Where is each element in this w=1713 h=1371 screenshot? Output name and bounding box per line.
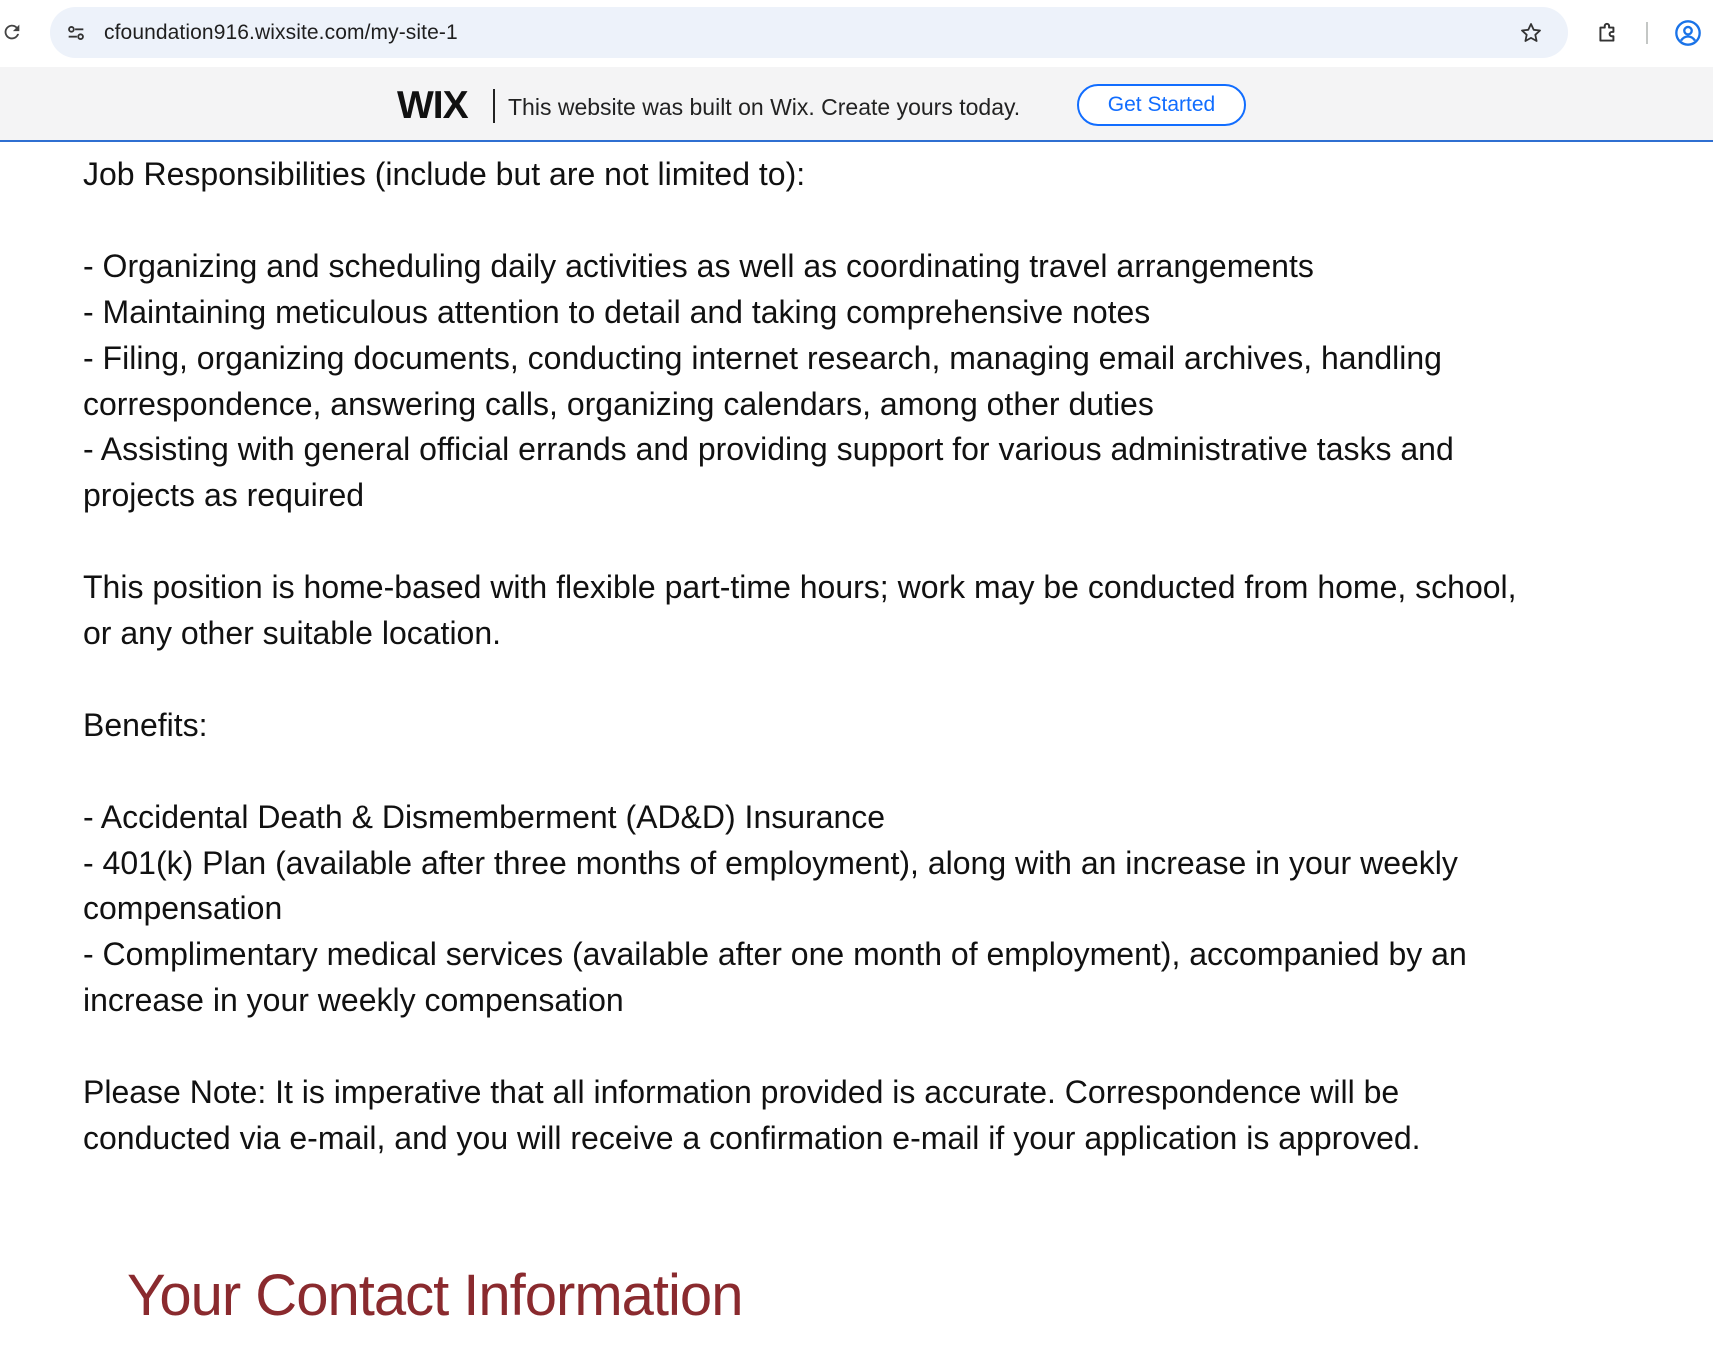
list-item: - Complimentary medical services (available after one month of employment), accompanied by an increase in your weekly compensation [83, 936, 1467, 1019]
position-note: This position is home-based with flexible part-time hours; work may be conducted from home, school, or any other suitable location. [83, 569, 1517, 652]
banner-divider [493, 89, 495, 123]
browser-toolbar [0, 0, 1713, 67]
responsibilities-heading: Job Responsibilities (include but are not limited to): [83, 156, 806, 192]
reload-icon[interactable] [0, 20, 24, 44]
tune-icon[interactable] [60, 17, 92, 49]
wix-logo[interactable]: WIX [397, 84, 468, 127]
wix-banner [0, 67, 1713, 142]
please-note: Please Note: It is imperative that all information provided is accurate. Correspondence will be conducted via e-mail, and you will receive a confirmation e-mail if your application is approved. [83, 1074, 1421, 1156]
page-content [83, 152, 1523, 1162]
list-item: - 401(k) Plan (available after three months of employment), along with an increase in your weekly compensation [83, 844, 1458, 927]
banner-text: This website was built on Wix. Create yours today. [508, 94, 1021, 120]
list-item: - Organizing and scheduling daily activities as well as coordinating travel arrangements [83, 247, 1314, 284]
toolbar-divider [1646, 22, 1648, 44]
list-item: - Maintaining meticulous attention to detail and taking comprehensive notes [83, 293, 1151, 330]
list-item: - Assisting with general official errands and providing support for various administrative tasks and projects as required [83, 431, 1454, 514]
puzzle-icon[interactable] [1590, 15, 1626, 51]
get-started-button[interactable]: Get Started [1077, 84, 1246, 126]
benefits-heading: Benefits: [83, 706, 208, 743]
star-icon[interactable] [1516, 18, 1546, 48]
address-bar[interactable] [50, 7, 1568, 58]
url-text[interactable]: cfoundation916.wixsite.com/my-site-1 [104, 21, 458, 44]
profile-icon[interactable] [1668, 13, 1708, 53]
contact-heading: Your Contact Information [127, 1263, 743, 1328]
list-item: - Accidental Death & Dismemberment (AD&D) Insurance [83, 798, 886, 835]
list-item: - Filing, organizing documents, conducting internet research, managing email archives, handling correspondence, answering calls, organizing calendars, among other duties [83, 339, 1442, 422]
